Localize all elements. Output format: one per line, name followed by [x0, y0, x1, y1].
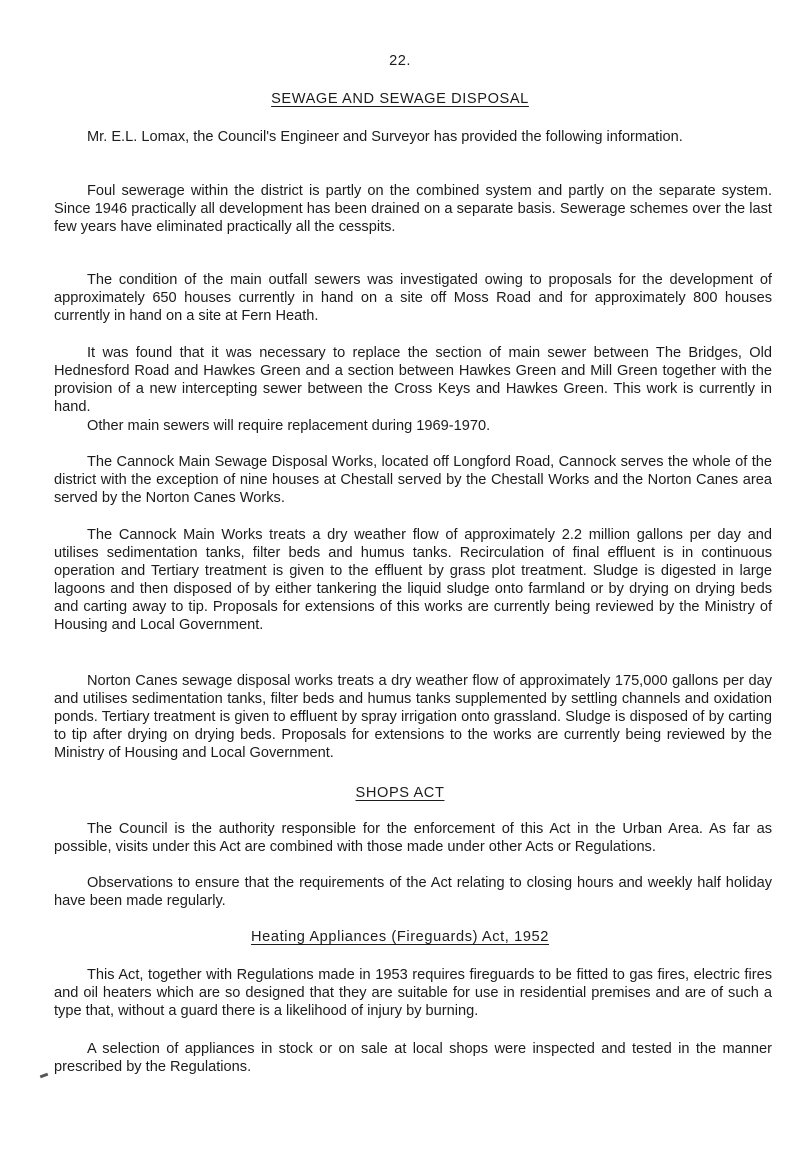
- shops-paragraph: The Council is the authority responsible for the enforcement of this Act in the Urban Area. As far as possible, visits under this Act are combined with those made under other Acts or Regulations.: [54, 821, 772, 855]
- shops-act-heading: SHOPS ACT: [355, 785, 445, 801]
- sewage-paragraph: Norton Canes sewage disposal works treats a dry weather flow of approximately 175,000 gallons per day and utilises sedimentation tanks, filter beds and humus tanks supplemented by settling channels and oxidation ponds. Tertiary treatment is given to effluent by spray irrigation onto grassland. Sludge is disposed of by carting to tip after drying on drying beds. Proposals for extensions to the works are currently being reviewed by the Ministry of Housing and Local Government.: [54, 673, 772, 761]
- sewage-paragraph: Mr. E.L. Lomax, the Council's Engineer and Surveyor has provided the following information.: [87, 129, 683, 145]
- sewage-paragraph: The condition of the main outfall sewers was investigated owing to proposals for the development of approximately 650 houses currently in hand on a site off Moss Road and for approximately 800 houses currently in hand on a site at Fern Heath.: [54, 272, 772, 324]
- sewage-paragraph: The Cannock Main Sewage Disposal Works, located off Longford Road, Cannock serves the whole of the district with the exception of nine houses at Chestall served by the Chestall Works and the Norton Canes area served by the Norton Canes Works.: [54, 454, 772, 506]
- sewage-paragraph: The Cannock Main Works treats a dry weather flow of approximately 2.2 million gallons per day and utilises sedimentation tanks, filter beds and humus tanks. Recirculation of final effluent is in continuous operation and Tertiary treatment is given to the effluent by grass plot treatment. Sludge is digested in large lagoons and then disposed of by either tankering the liquid sludge onto farmland or by drying on drying beds and carting away to tip. Proposals for extensions of this works are currently being reviewed by the Ministry of Housing and Local Government.: [54, 527, 772, 633]
- sewage-paragraph: It was found that it was necessary to replace the section of main sewer between The Bridges, Old Hednesford Road and Hawkes Green and a section between Hawkes Green and Mill Green together with the provision of a new intercepting sewer between the Cross Keys and Hawkes Green. This work is currently in hand.: [54, 345, 772, 415]
- heating-appliances-heading: Heating Appliances (Fireguards) Act, 1952: [251, 929, 549, 945]
- shops-paragraph: Observations to ensure that the requirements of the Act relating to closing hours and weekly half holiday have been made regularly.: [54, 875, 772, 909]
- sewage-heading: SEWAGE AND SEWAGE DISPOSAL: [271, 91, 529, 107]
- sewage-paragraph: Foul sewerage within the district is partly on the combined system and partly on the separate system. Since 1946 practically all development has been drained on a separate basis. Sewerage schemes over the last few years have eliminated practically all the cesspits.: [54, 183, 772, 235]
- sewage-paragraph: Other main sewers will require replacement during 1969-1970.: [87, 418, 491, 434]
- heating-paragraph: A selection of appliances in stock or on sale at local shops were inspected and tested in the manner prescribed by the Regulations.: [54, 1041, 772, 1075]
- scan-mark: [40, 1073, 49, 1079]
- page-number: 22.: [389, 53, 411, 69]
- heating-paragraph: This Act, together with Regulations made in 1953 requires fireguards to be fitted to gas fires, electric fires and oil heaters which are so designed that they are suitable for use in residential premises and are of such a type that, without a guard there is a likelihood of injury by burning.: [54, 967, 772, 1019]
